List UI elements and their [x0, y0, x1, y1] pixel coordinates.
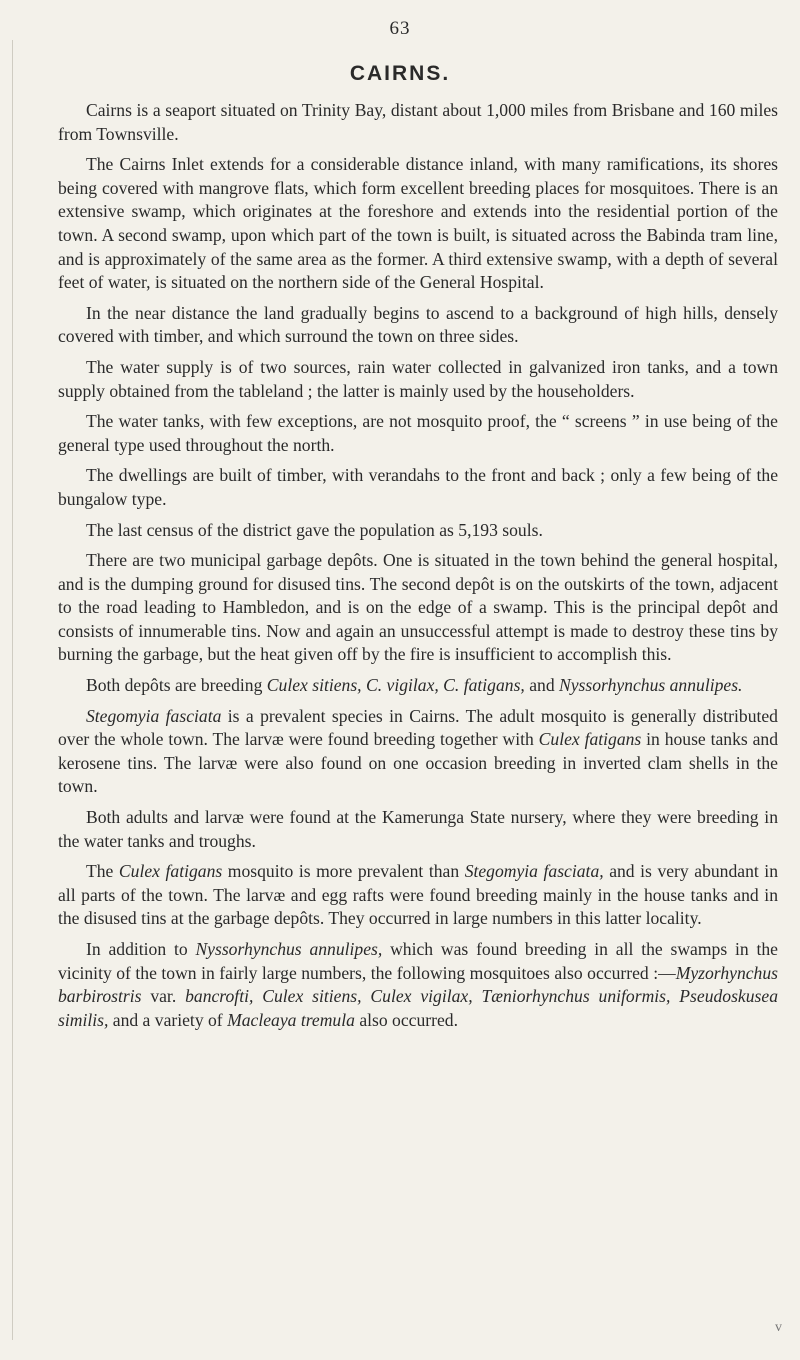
- paragraph-text: Cairns is a seaport situated on Trinity Bay, distant about 1,000 miles from Brisbane and 160 miles from Townsville.: [58, 100, 778, 144]
- body-paragraph: [58, 153, 778, 295]
- body-paragraph: [58, 464, 778, 511]
- italic-species-name: Culex fatigans: [538, 729, 642, 750]
- paragraph-text: The: [86, 861, 119, 882]
- body-paragraph: [58, 549, 778, 667]
- paragraph-text: and a variety of: [108, 1009, 228, 1030]
- paragraph-text: and is very abundant in all parts of the town. The larvæ and egg rafts were found breeding mainly in the house tanks and in the disused tins at the garbage depôts. They occurred in large numbers in this latter locality.: [58, 861, 778, 929]
- italic-species-name: Culex fatigans: [118, 861, 223, 882]
- paragraph-text: In addition to: [86, 939, 196, 959]
- italic-species-name: Culex sitiens, C. vigilax, C. fatigans,: [266, 675, 525, 696]
- body-paragraph: [58, 705, 778, 799]
- page-number: 63: [389, 18, 411, 39]
- italic-species-name: Macleaya tremula: [227, 1009, 355, 1030]
- body-paragraph: [58, 938, 778, 1032]
- body-paragraph: [58, 674, 778, 698]
- body-paragraph: [58, 356, 778, 403]
- body-paragraph: [58, 410, 778, 457]
- body-paragraph: [58, 860, 778, 931]
- paragraph-text: Both adults and larvæ were found at the Kamerunga State nursery, where they were breeding in the water tanks and troughs.: [58, 807, 778, 851]
- paragraph-text: is a prevalent species in Cairns. The adult mosquito is generally distributed over the whole town. The larvæ were found breeding together with: [58, 705, 778, 750]
- italic-species-name: Stegomyia fasciata: [86, 705, 222, 726]
- body-text: [58, 99, 778, 1032]
- paragraph-text: There are two municipal garbage depôts. One is situated in the town behind the general hospital, and is the dumping ground for disused tins. The second depôt is on the outskirts of the town, adjacent to the road leading to Hambledon, and is on the edge of a swamp. This is the principal depôt and consists of innumerable tins. Now and again an unsuccessful attempt is made to destroy these tins by burning the garbage, but the heat given off by the fire is insufficient to accomplish this.: [58, 550, 778, 665]
- paragraph-text: in house tanks and kerosene tins. The larvæ were also found on one occasion breeding in inverted clam shells in the town.: [58, 729, 779, 797]
- paragraph-text: The dwellings are built of timber, with verandahs to the front and back ; only a few being of the bungalow type.: [58, 465, 778, 509]
- footer-mark: v: [775, 1320, 782, 1335]
- paragraph-text: also occurred.: [354, 1009, 458, 1030]
- paragraph-text: which was found breeding in all the swamps in the vicinity of the town in fairly large numbers, the following mosquitoes also occurred :—: [58, 939, 778, 983]
- italic-species-name: bancrofti, Culex sitiens, Culex vigilax, Tæniorhynchus uniformis, Pseudoskusea similis,: [58, 986, 778, 1030]
- body-paragraph: [58, 519, 778, 543]
- italic-species-name: Myzorhynchus barbirostris: [58, 962, 778, 1007]
- paragraph-text: var.: [141, 986, 186, 1007]
- body-paragraph: [58, 302, 778, 349]
- paragraph-text: In the near distance the land gradually begins to ascend to a background of high hills, densely covered with timber, and which surround the town on three sides.: [58, 302, 778, 347]
- italic-species-name: Stegomyia fasciata,: [464, 861, 604, 882]
- page-title: CAIRNS.: [349, 62, 451, 85]
- italic-species-name: Nyssorhynchus annulipes.: [559, 675, 743, 696]
- paragraph-text: Both depôts are breeding: [86, 675, 267, 696]
- paragraph-text: and: [524, 675, 560, 696]
- paragraph-text: The Cairns Inlet extends for a considerable distance inland, with many ramifications, its shores being covered with mangrove flats, which form excellent breeding places for mosquitoes. There is an extensive swamp, which originates at the foreshore and extends into the residential portion of the town. A second swamp, upon which part of the town is built, is situated across the Babinda tram line, and is approximately of the same area as the former. A third extensive swamp, with a depth of several feet of water, is situated on the northern side of the General Hospital.: [58, 154, 778, 293]
- body-paragraph: [58, 99, 778, 146]
- binding-edge-line: [12, 40, 13, 1340]
- body-paragraph: [58, 806, 778, 853]
- paragraph-text: The water tanks, with few exceptions, are not mosquito proof, the “ screens ” in use being of the general type used throughout the north.: [58, 411, 778, 455]
- paragraph-text: The water supply is of two sources, rain water collected in galvanized iron tanks, and a town supply obtained from the tableland ; the latter is mainly used by the householders.: [58, 356, 778, 401]
- paragraph-text: The last census of the district gave the population as 5,193 souls.: [86, 519, 543, 540]
- paragraph-text: mosquito is more prevalent than: [222, 861, 465, 882]
- italic-species-name: Nyssorhynchus annulipes,: [195, 939, 383, 959]
